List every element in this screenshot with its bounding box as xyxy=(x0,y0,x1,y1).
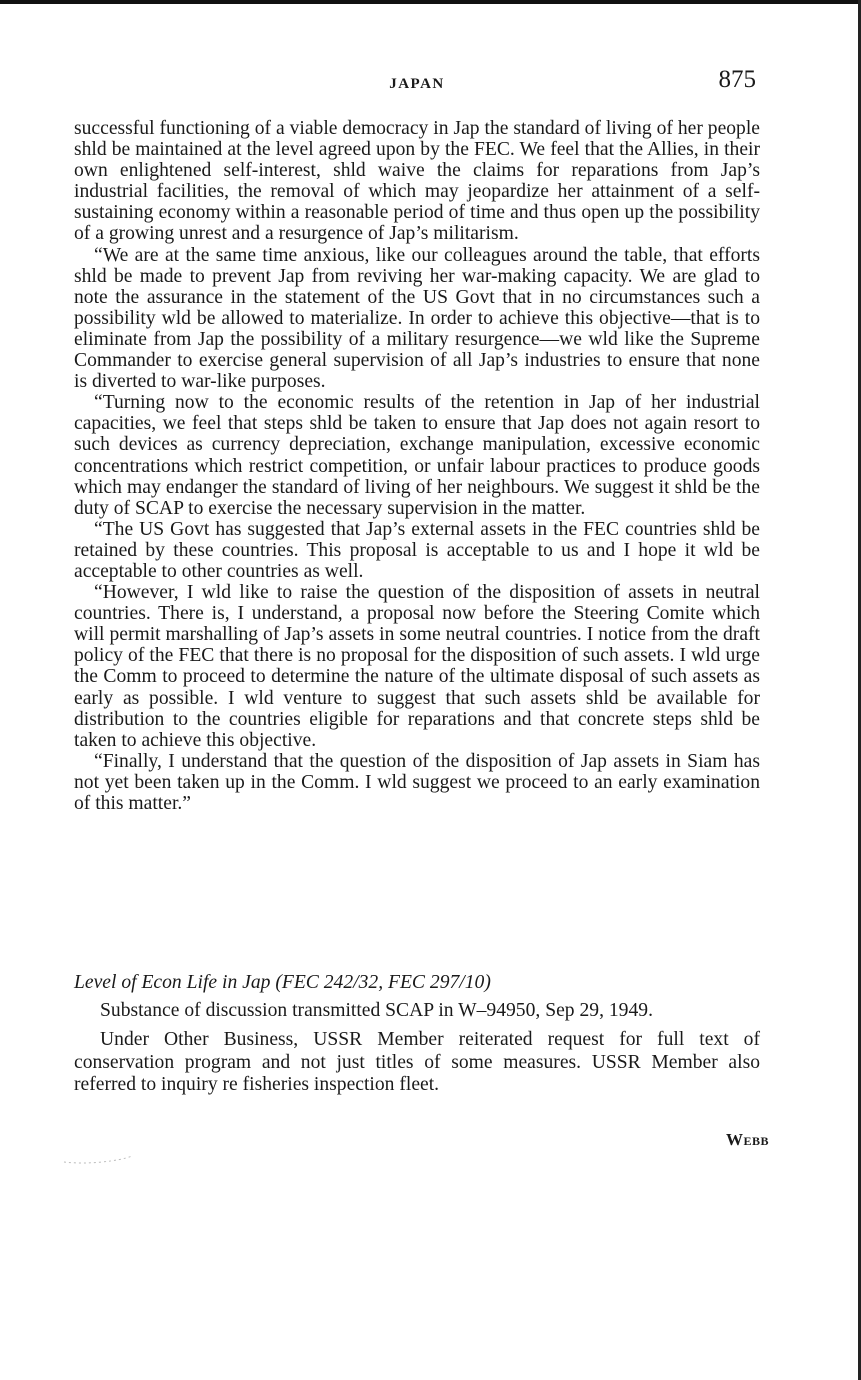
section-heading: Level of Econ Life in Jap (FEC 242/32, FEC 297/10) xyxy=(74,972,491,993)
lower-body-text xyxy=(74,1000,760,1103)
page-number: 875 xyxy=(718,66,756,93)
body-paragraph: “However, I wld like to raise the question of the disposition of assets in neutral countries. There is, I understand, a proposal now before the Steering Comite which will permit marshalling of Jap’s assets in some neutral countries. I notice from the draft policy of the FEC that there is no proposal for the disposition of such assets. I wld urge the Comm to proceed to determine the nature of the ultimate disposal of such assets as early as possible. I wld venture to suggest that such assets shld be available for distribution to the countries eligible for reparations and that concrete steps shld be taken to achieve this objective. xyxy=(74,582,760,751)
body-paragraph: “We are at the same time anxious, like our colleagues around the table, that efforts shld be made to prevent Jap from reviving her war-making capacity. We are glad to note the assurance in the statement of the US Govt that in no circumstances such a possibility wld be allowed to materialize. In order to achieve this objective—that is to eliminate from Jap the possibility of a military resurgence—we wld like the Supreme Commander to exercise general supervision of all Jap’s industries to ensure that none is diverted to war-like purposes. xyxy=(74,244,760,393)
body-paragraph: Under Other Business, USSR Member reiterated request for full text of conservation program and not just titles of some measures. USSR Member also referred to inquiry re fisheries inspection fleet. xyxy=(74,1028,760,1096)
body-paragraph: “Turning now to the economic results of the retention in Jap of her industrial capacities, we feel that steps shld be taken to ensure that Jap does not again resort to such devices as currency depreciation, exchange manipulation, excessive economic concentrations which restrict competition, or unfair labour practices to produce goods which may endanger the standard of living of her neighbours. We suggest it shld be the duty of SCAP to exercise the necessary supervision in the matter. xyxy=(74,392,760,519)
running-head: JAPAN xyxy=(389,76,445,92)
body-paragraph: “The US Govt has suggested that Jap’s external assets in the FEC countries shld be retained by these countries. This proposal is acceptable to us and I hope it wld be acceptable to other countries as well. xyxy=(74,518,760,582)
main-body-text xyxy=(74,118,760,814)
signature: Webb xyxy=(725,1130,769,1149)
page-header xyxy=(74,66,760,100)
body-paragraph: “Finally, I understand that the question of the disposition of Jap assets in Siam has not yet been taken up in the Comm. I wld suggest we proceed to an early examination of this matter.” xyxy=(74,750,760,814)
body-paragraph: Substance of discussion transmitted SCAP in W–94950, Sep 29, 1949. xyxy=(100,1000,653,1021)
top-border-rule xyxy=(0,0,861,4)
body-paragraph: successful functioning of a viable democracy in Jap the standard of living of her people shld be maintained at the level agreed upon by the FEC. We feel that the Allies, in their own enlightened self-interest, shld waive the claims for reparations from Jap’s industrial facilities, the removal of which may jeopardize her attainment of a self-sustaining economy within a reasonable period of time and thus open up the possibility of a growing unrest and a resurgence of Jap’s militarism. xyxy=(74,118,760,245)
pen-mark-icon xyxy=(62,1150,142,1175)
